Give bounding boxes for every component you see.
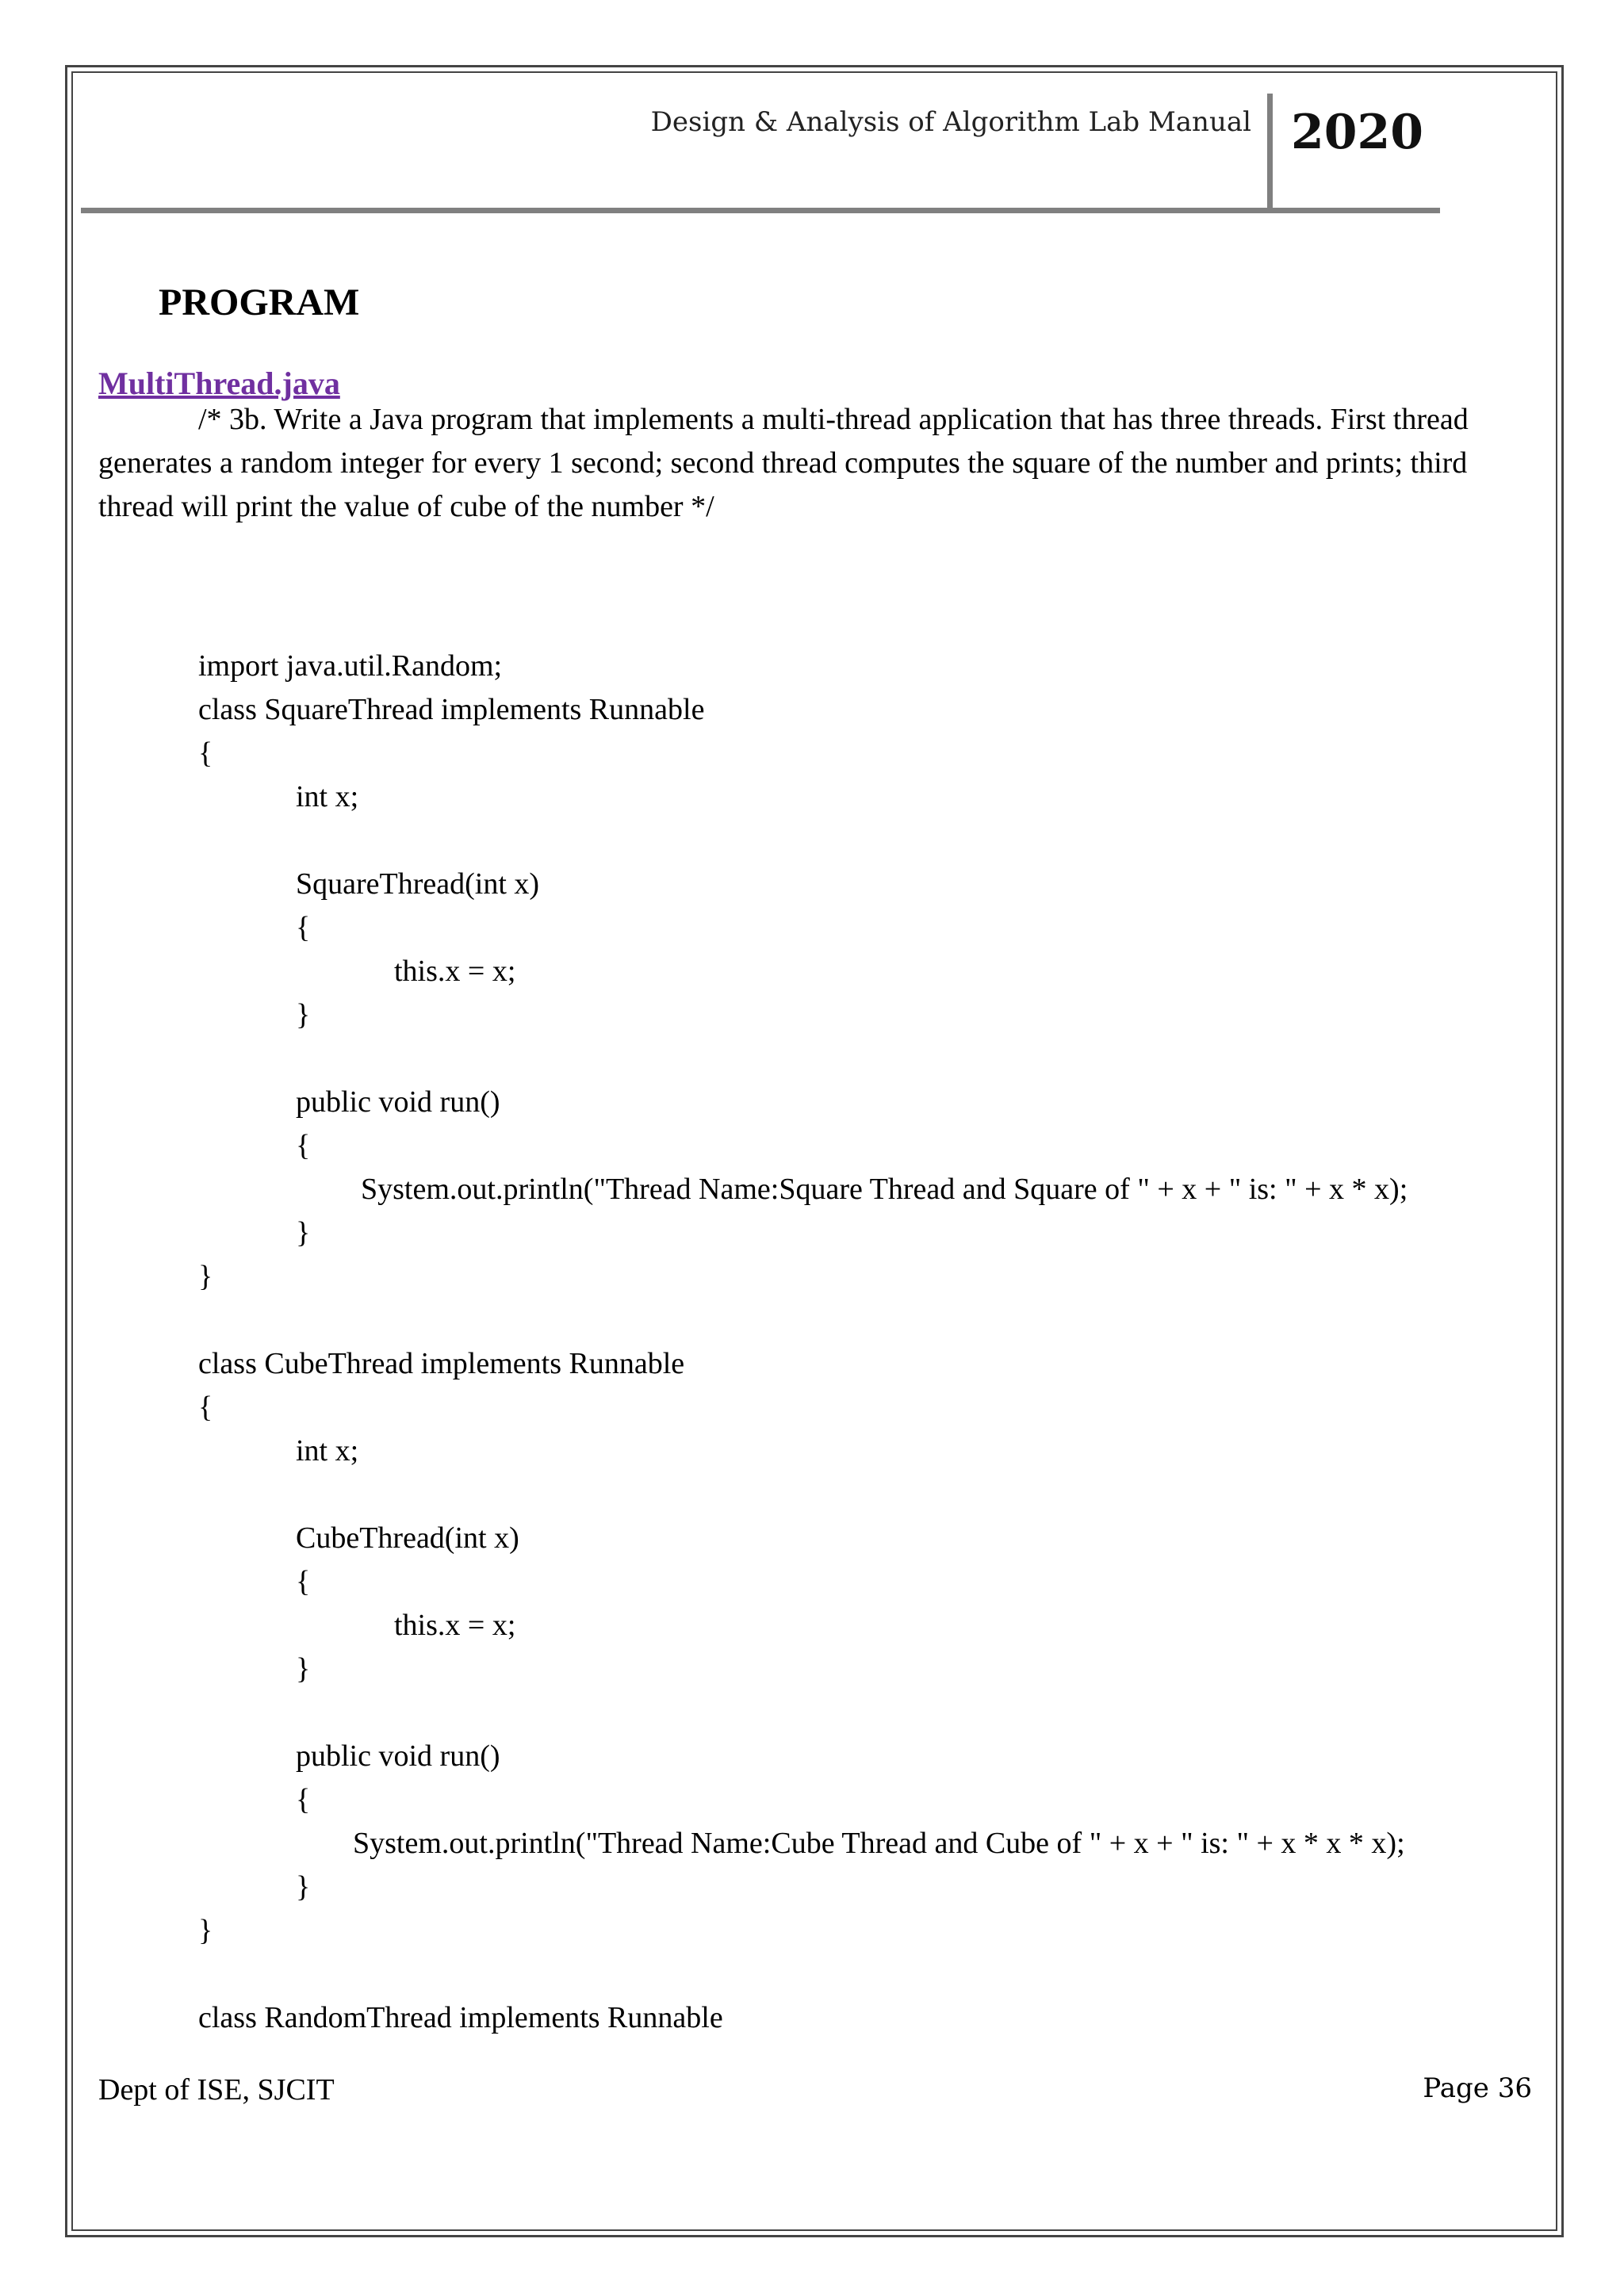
code-line: System.out.println("Thread Name:Cube Thread and Cube of " + x + " is: " + x * x * x);: [353, 1827, 1405, 1860]
code-line: {: [296, 911, 311, 944]
header-divider-horizontal: [81, 208, 1440, 213]
code-line: {: [198, 737, 213, 770]
code-line: {: [296, 1783, 311, 1816]
code-line: int x;: [296, 780, 359, 813]
code-line: import java.util.Random;: [198, 649, 503, 683]
code-line: public void run(): [296, 1085, 500, 1119]
code-line: int x;: [296, 1434, 359, 1468]
code-line: CubeThread(int x): [296, 1521, 519, 1555]
code-line: this.x = x;: [394, 955, 516, 988]
footer-page-number: Page 36: [1423, 2072, 1532, 2104]
program-description: /* 3b. Write a Java program that implements a multi-thread application that has three threads. First thread generates a random integer for every 1 second; second thread computes the square of the number and prints; third thread will print the value of cube of the number */: [98, 403, 1469, 523]
header-title: Design & Analysis of Algorithm Lab Manual: [650, 106, 1251, 138]
code-line: }: [198, 1260, 213, 1293]
section-heading: PROGRAM: [159, 281, 360, 323]
code-line: {: [296, 1565, 311, 1598]
code-line: this.x = x;: [394, 1609, 516, 1642]
code-line: System.out.println("Thread Name:Square Thread and Square of " + x + " is: " + x * x);: [361, 1173, 1408, 1206]
code-line: }: [198, 1914, 213, 1947]
code-line: }: [296, 1870, 311, 1904]
code-line: }: [296, 998, 311, 1031]
file-name-link[interactable]: MultiThread.java: [98, 365, 340, 401]
code-line: class CubeThread implements Runnable: [198, 1347, 685, 1380]
code-line: }: [296, 1652, 311, 1686]
code-line: }: [296, 1216, 311, 1249]
code-line: {: [198, 1391, 213, 1424]
header-year: 2020: [1291, 105, 1423, 160]
code-line: public void run(): [296, 1739, 500, 1773]
code-line: class SquareThread implements Runnable: [198, 693, 705, 726]
code-line: SquareThread(int x): [296, 867, 540, 901]
header-divider-vertical: [1267, 94, 1273, 212]
code-line: {: [296, 1129, 311, 1162]
footer-department: Dept of ISE, SJCIT: [98, 2073, 335, 2107]
code-line: class RandomThread implements Runnable: [198, 2001, 723, 2034]
